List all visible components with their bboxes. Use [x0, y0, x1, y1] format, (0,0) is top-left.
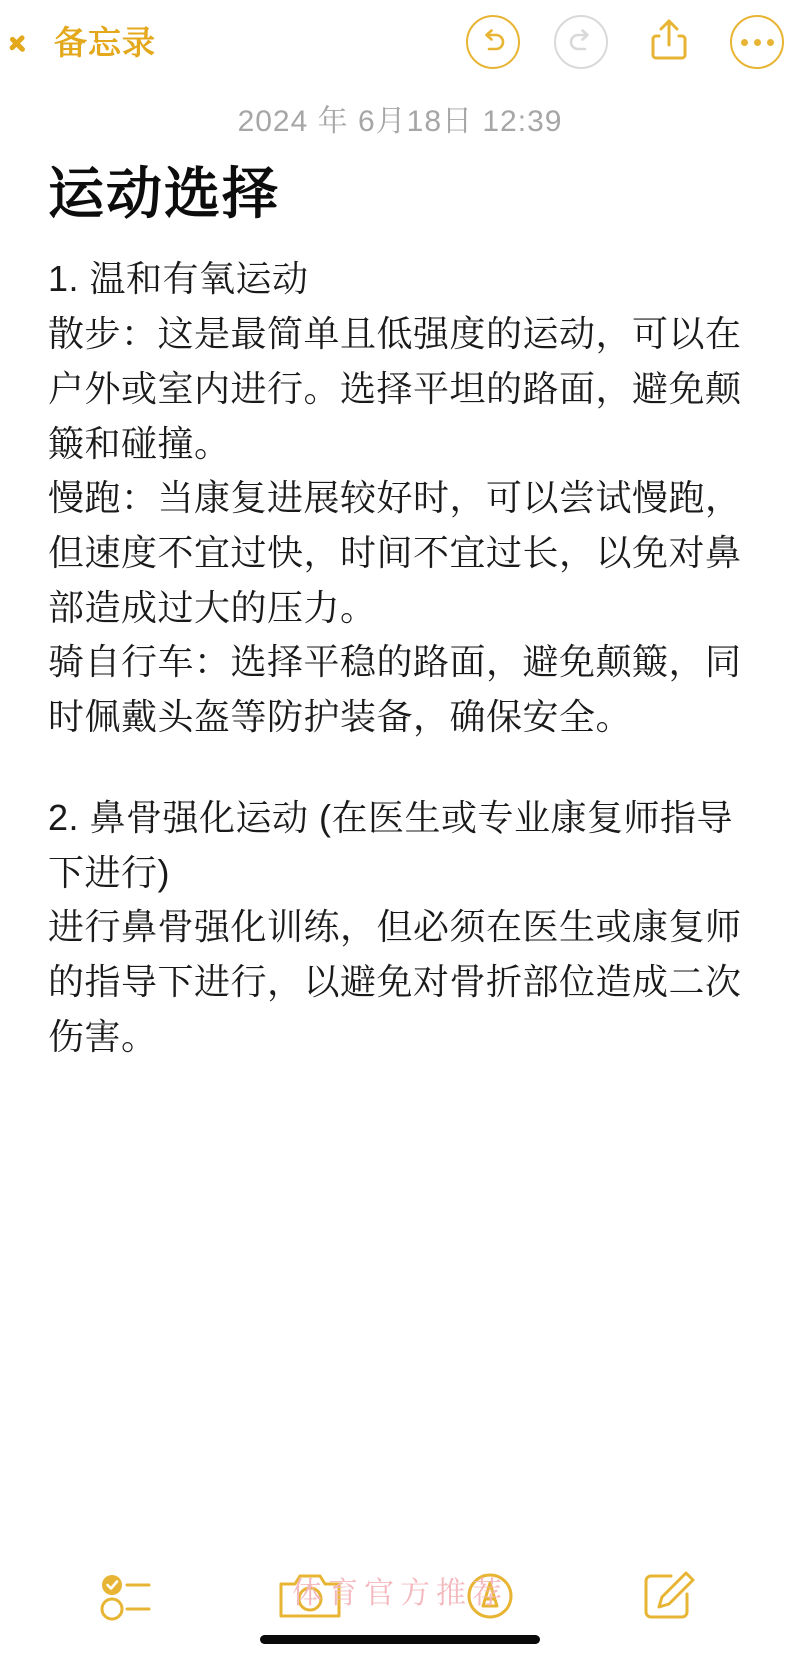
- note-title: 运动选择: [48, 162, 280, 225]
- note-paragraph: 散步：这是最简单且低强度的运动，可以在户外或室内进行。选择平坦的路面，避免颠簸和碰撞。: [48, 313, 742, 464]
- note-paragraph: 1. 温和有氧运动: [48, 258, 309, 300]
- back-button-label: 备忘录: [54, 23, 156, 61]
- share-button[interactable]: [642, 15, 696, 69]
- note-paragraph: 进行鼻骨强化训练，但必须在医生或康复师的指导下进行，以避免对骨折部位造成二次伤害。: [48, 906, 742, 1057]
- watermark-text: 体育官方推荐: [292, 1577, 508, 1610]
- back-button[interactable]: [18, 25, 156, 59]
- redo-button[interactable]: [554, 15, 608, 69]
- more-options-button[interactable]: [730, 15, 784, 69]
- redo-icon: [565, 24, 597, 61]
- home-indicator[interactable]: [260, 1635, 540, 1644]
- top-navigation-bar: [0, 0, 800, 84]
- paragraph-spacer: [48, 745, 752, 791]
- chevron-left-icon: [18, 25, 44, 59]
- note-paragraph: 慢跑：当康复进展较好时，可以尝试慢跑，但速度不宜过快，时间不宜过长，以免对鼻部造成过大的压力。: [48, 477, 742, 628]
- more-options-icon: [741, 39, 774, 46]
- undo-button[interactable]: [466, 15, 520, 69]
- note-content[interactable]: [0, 84, 800, 1538]
- top-bar-actions: [466, 0, 784, 84]
- undo-icon: [477, 24, 509, 61]
- note-timestamp: 2024 年 6月18日 12:39: [237, 105, 563, 138]
- note-paragraph: 骑自行车：选择平稳的路面，避免颠簸，同时佩戴头盔等防护装备，确保安全。: [48, 641, 742, 738]
- note-paragraph: 2. 鼻骨强化运动 (在医生或专业康复师指导下进行): [48, 796, 734, 893]
- share-icon: [649, 17, 689, 68]
